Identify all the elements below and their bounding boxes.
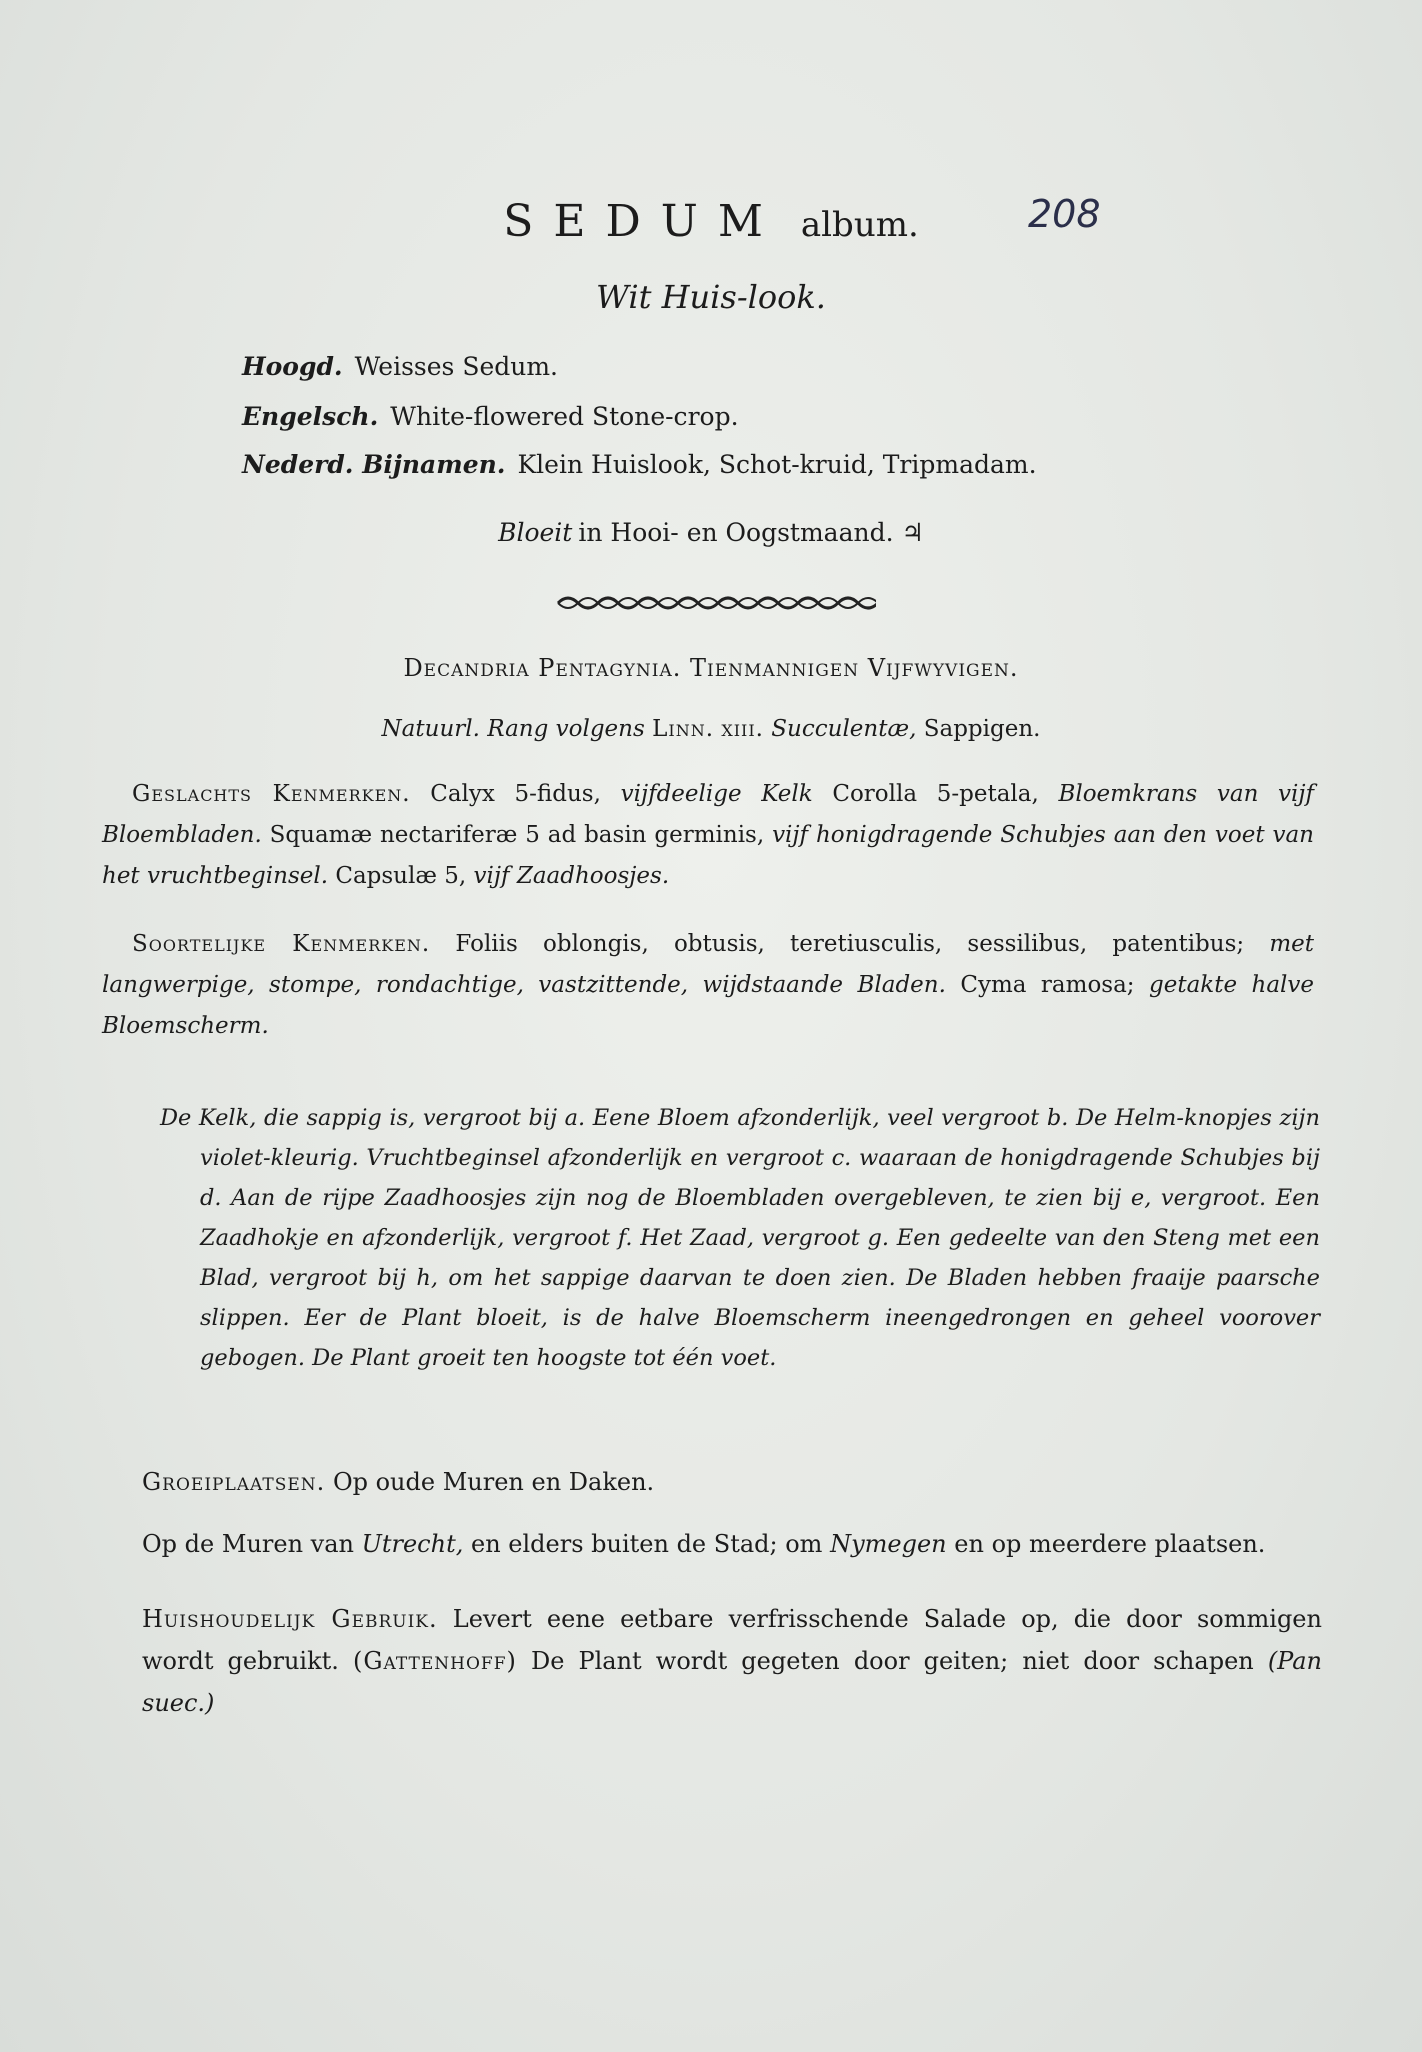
rank-latin: Succulentæ, <box>771 716 917 742</box>
growing-places-detail <box>142 1524 1322 1565</box>
growing-places <box>142 1462 1322 1503</box>
rank-linn: Linn. <box>652 716 714 742</box>
growing-heading: Groeiplaatsen. <box>142 1468 326 1496</box>
flowering-label: Bloeit <box>498 518 573 547</box>
species-characteristics <box>102 924 1314 1047</box>
species-part: Cyma ramosa; <box>960 972 1135 998</box>
species-name: album. <box>800 205 919 245</box>
genus-characteristics <box>102 774 1314 897</box>
household-use <box>142 1598 1322 1724</box>
rank-number: xiii. <box>721 716 764 742</box>
rank-label: Natuurl. Rang volgens <box>381 716 645 742</box>
genus-part: Capsulæ 5, <box>335 863 467 889</box>
name-hoogd <box>242 352 558 381</box>
place-utrecht: Utrecht, <box>361 1530 464 1558</box>
handwritten-page-number: 208 <box>1028 192 1101 236</box>
genus-part: Corolla 5-petala, <box>832 781 1039 807</box>
name-value: White-flowered Stone-crop. <box>390 402 739 431</box>
natural-rank <box>0 716 1422 742</box>
use-text: Levert eene eetbare verfrisschende Salade op, die door sommigen wordt gebruikt. <box>142 1605 1322 1675</box>
name-nederd <box>242 450 1037 479</box>
flowering-value: in Hooi- en Oogstmaand. ♃ <box>578 518 924 547</box>
growing-text: en op meerdere plaatsen. <box>954 1530 1266 1558</box>
rank-dutch: Sappigen. <box>923 716 1041 742</box>
use-text: De Plant wordt gegeten door geiten; niet door schapen <box>530 1647 1254 1675</box>
genus-part: Squamæ nectariferæ 5 ad basin germinis, <box>269 822 765 848</box>
genus-name: SEDUM <box>503 196 783 247</box>
name-label: Hoogd. <box>242 352 343 381</box>
dutch-name: Wit Huis-look. <box>596 278 826 316</box>
name-value: Weisses Sedum. <box>354 352 558 381</box>
genus-part: Bloemkrans van vijf Bloembladen. <box>102 781 1315 848</box>
name-label: Engelsch. <box>242 402 379 431</box>
genus-part: vijf honigdragende Schubjes aan den voet van het vruchtbeginsel. <box>102 822 1314 889</box>
citation: (Gattenhoff) <box>352 1647 517 1675</box>
species-part: Foliis oblongis, obtusis, teretiusculis, sessilibus, patentibus; <box>455 931 1245 957</box>
name-label: Nederd. Bijnamen. <box>242 450 506 479</box>
species-heading: Soortelijke Kenmerken. <box>132 931 431 957</box>
growing-text: en elders buiten de Stad; om <box>470 1530 823 1558</box>
genus-part: Calyx 5-fidus, <box>430 781 601 807</box>
name-engelsch <box>242 402 739 431</box>
ornament-divider-icon <box>556 592 876 614</box>
page-title <box>0 196 1422 247</box>
flowering-line <box>0 518 1422 547</box>
growing-line1: Op oude Muren en Daken. <box>332 1468 655 1496</box>
growing-text: Op de Muren van <box>142 1530 354 1558</box>
name-value: Klein Huislook, Schot-kruid, Tripmadam. <box>517 450 1037 479</box>
use-heading: Huishoudelijk Gebruik. <box>142 1605 438 1633</box>
plate-description: De Kelk, die sappig is, vergroot bij a. Eene Bloem afzonderlijk, veel vergroot b. De Helm-knopjes zijn violet-kleurig. Vruchtbeginsel afzonderlijk en vergroot c. waaraan de honigdragende Schubjes bij d. Aan de rijpe Zaadhoosjes zijn nog de Bloembladen overgebleven, te zien bij e, vergroot. Een Zaadhokje en afzonderlijk, vergroot f. Het Zaad, vergroot g. Een gedeelte van den Steng met een Blad, vergroot bij h, om het sappige daarvan te doen zien. De Bladen hebben fraaije paarsche slippen. Eer de Plant bloeit, is de halve Bloemscherm ineengedrongen en geheel voorover gebogen. De Plant groeit ten hoogste tot één voet. <box>160 1105 1320 1371</box>
species-part: getakte halve Bloemscherm. <box>102 972 1315 1039</box>
genus-part: vijf Zaadhoosjes. <box>473 863 670 889</box>
place-nymegen: Nymegen <box>830 1530 947 1558</box>
genus-heading: Geslachts Kenmerken. <box>132 781 411 807</box>
genus-part: vijfdeelige Kelk <box>620 781 813 807</box>
species-part: met langwerpige, stompe, rondachtige, vastzittende, wijdstaande Bladen. <box>102 931 1314 998</box>
citation: (Pan suec.) <box>142 1647 1323 1717</box>
classification: Decandria Pentagynia. Tienmannigen Vijfwyvigen. <box>403 654 1019 682</box>
